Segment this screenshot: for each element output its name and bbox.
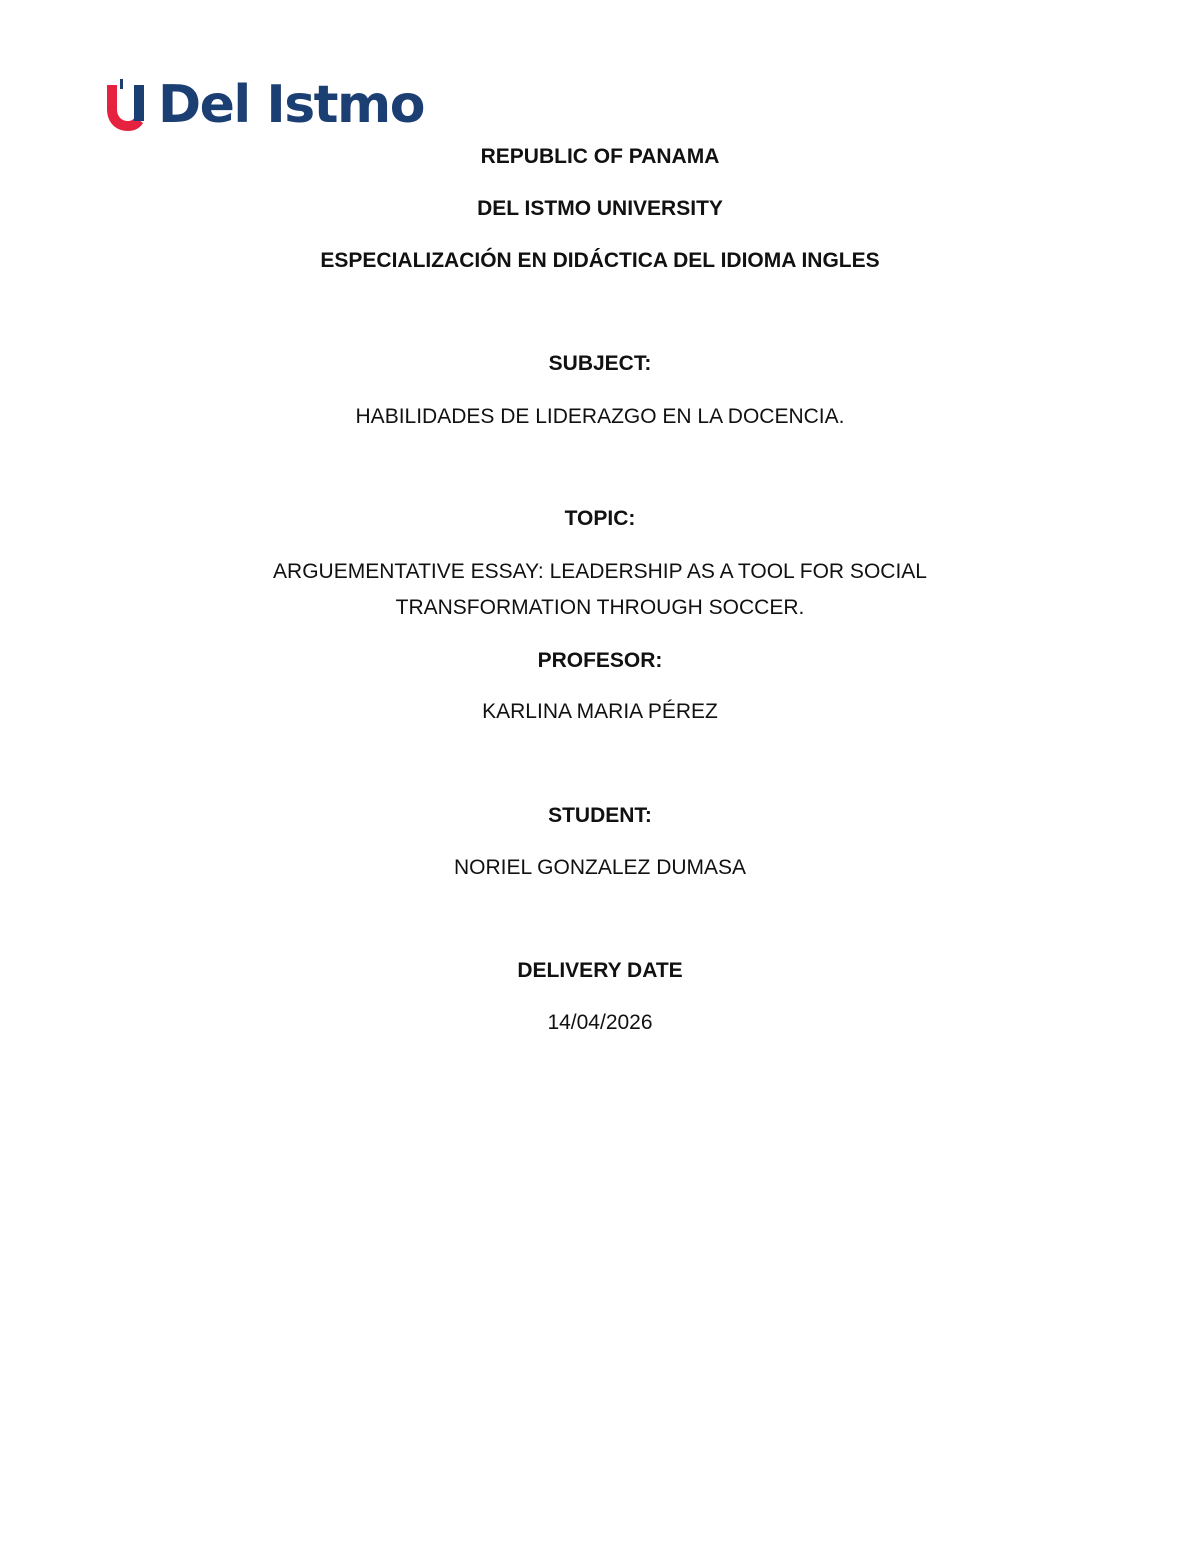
university-logo: [104, 76, 424, 134]
student-value: NORIEL GONZALEZ DUMASA: [453, 856, 747, 879]
topic-label: TOPIC:: [564, 507, 636, 530]
student-label: STUDENT:: [548, 804, 652, 827]
country-heading: REPUBLIC OF PANAMA: [480, 145, 720, 168]
subject-value: HABILIDADES DE LIDERAZGO EN LA DOCENCIA.: [355, 405, 845, 428]
university-heading: DEL ISTMO UNIVERSITY: [477, 197, 723, 220]
delivery-date-value: 14/04/2026: [547, 1011, 653, 1034]
topic-value-line-2: TRANSFORMATION THROUGH SOCCER.: [395, 596, 805, 619]
subject-label: SUBJECT:: [548, 352, 652, 375]
professor-value: KARLINA MARIA PÉREZ: [482, 700, 718, 723]
topic-value-line-1: ARGUEMENTATIVE ESSAY: LEADERSHIP AS A TOOL FOR SOCIAL: [273, 560, 927, 583]
delivery-date-label: DELIVERY DATE: [517, 959, 683, 982]
professor-label: PROFESOR:: [537, 649, 663, 672]
u-logo-icon: [104, 77, 148, 133]
logo-wordmark: Del Istmo: [158, 75, 424, 135]
program-heading: ESPECIALIZACIÓN EN DIDÁCTICA DEL IDIOMA INGLES: [320, 249, 880, 272]
